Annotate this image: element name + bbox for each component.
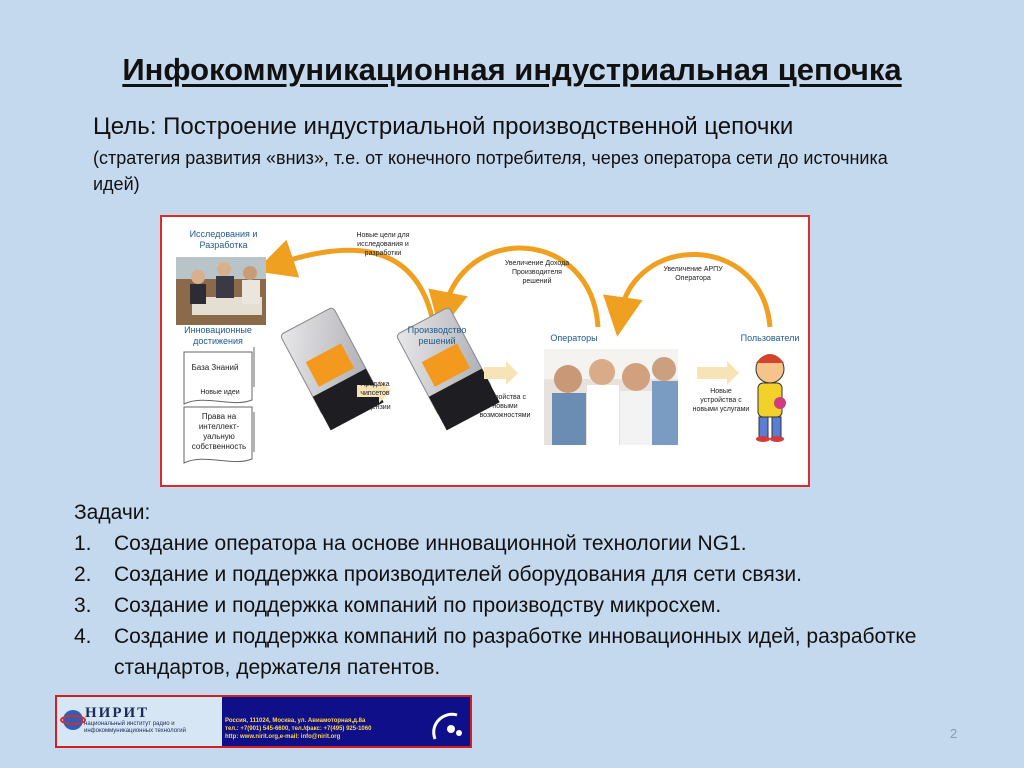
label-production: Производство решений: [407, 325, 467, 346]
task-item: 4. Создание и поддержка компаний по разработке инновационных идей, разработке стандартов, держателя патентов.: [74, 625, 917, 679]
web: http: www.nirit.org,e-mail: info@nirit.org: [225, 734, 341, 740]
label-arpu-growth: Увеличение АРПУ Оператора: [663, 266, 723, 282]
label-devices: Устройства с новыми возможностями: [479, 394, 531, 419]
label-revenue-growth: Увеличение Дохода Производителя решений: [504, 260, 570, 285]
task-item: 1. Создание оператора на основе инновационной технологии NG1.: [74, 532, 747, 555]
goal-sub: (стратегия развития «вниз», т.е. от конечного потребителя, через оператора сети до источника идей): [93, 148, 888, 194]
footer-banner: [55, 695, 472, 748]
label-ip-rights: Права на интеллект-уальную собственность: [191, 412, 247, 451]
label-licenses: Лицензии: [359, 404, 391, 411]
label-new-devices: Новые устройства с новыми услугами: [692, 388, 750, 413]
diagram-graphics: [162, 217, 808, 485]
user-figure: [756, 354, 786, 442]
decorative-swirl-icon: [427, 703, 467, 743]
label-users: Пользователи: [740, 333, 800, 343]
label-sales: Продажа чипсетов: [360, 381, 390, 397]
chain-diagram: [160, 215, 810, 487]
phone: тел.: +7(901) 545-6600, тел./факс: +7(495) 925-1060: [225, 726, 372, 732]
slide-title: Инфокоммуникационная индустриальная цепочка: [122, 52, 902, 87]
tasks-list: [74, 528, 994, 683]
label-new-goals: Новые цели для исследования и разработки: [356, 232, 410, 257]
research-photo: [176, 257, 266, 325]
label-new-ideas: Новые идеи: [200, 389, 240, 396]
label-research: Исследования и Разработка: [189, 229, 258, 250]
goal-main: Цель: Построение индустриальной производственной цепочки: [93, 113, 794, 140]
arc-to-research: [274, 250, 432, 317]
label-knowledge-base: База Знаний: [191, 363, 239, 372]
contact-info: [225, 717, 425, 741]
globe-icon: [60, 707, 86, 733]
task-item: 3. Создание и поддержка компаний по производству микросхем.: [74, 594, 722, 617]
tasks-block: [74, 497, 994, 683]
address: Россия, 111024, Москва, ул. Авиамоторная,д.8а: [225, 718, 366, 724]
goal-block: [93, 113, 973, 197]
tasks-heading: Задачи:: [74, 501, 151, 524]
logo-subtitle: национальный институт радио и инфокоммуникационных технологий: [84, 721, 186, 734]
nirit-logo: [57, 697, 222, 746]
label-operators: Операторы: [550, 333, 598, 343]
logo-name: НИРИТ: [85, 705, 150, 721]
task-item: 2. Создание и поддержка производителей оборудования для сети связи.: [74, 563, 802, 586]
page-number: 2: [950, 726, 958, 741]
label-innovation: Инновационные достижения: [184, 325, 252, 346]
arrow-operators-to-users: [697, 361, 739, 385]
operators-photo: [544, 349, 678, 445]
